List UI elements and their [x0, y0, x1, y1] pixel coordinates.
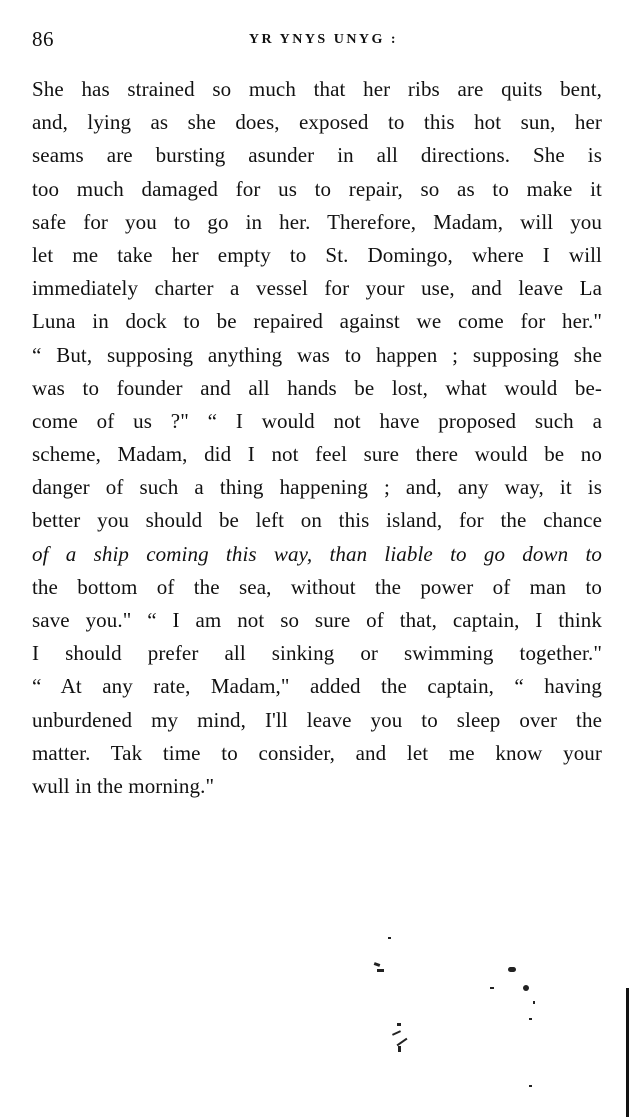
text-line: unburdened my mind, I'll leave you to sleep over the [32, 707, 602, 732]
text-line: I should prefer all sinking or swimming together." [32, 641, 602, 666]
scan-speck [374, 962, 381, 967]
scan-speck [377, 969, 384, 972]
text-line: the bottom of the sea, without the power of man to [32, 574, 602, 599]
text-line: “ But, supposing anything was to happen ; supposing she [32, 342, 602, 367]
text-line-italic [32, 538, 602, 571]
scan-speck [533, 1001, 535, 1004]
scan-speck [398, 1046, 401, 1052]
text-line: scheme, Madam, did I not feel sure there would be no [32, 442, 602, 467]
scan-speck [529, 1018, 532, 1020]
text-line: was to founder and all hands be lost, what would be- [32, 375, 602, 400]
text-line: save you." “ I am not so sure of that, captain, I think [32, 608, 602, 632]
text-line: too much damaged for us to repair, so as to make it [32, 176, 602, 201]
scan-speck [508, 967, 516, 972]
scan-speck [490, 987, 494, 989]
scan-speck [392, 1030, 401, 1036]
text-line-last: wull in the morning." [32, 773, 215, 798]
text-line: and, lying as she does, exposed to this hot sun, her [32, 110, 602, 135]
page-number: 86 [32, 27, 54, 51]
text-line: immediately charter a vessel for your use, and leave La [32, 276, 602, 301]
text-line: danger of such a thing happening ; and, any way, it is [32, 475, 602, 500]
text-line: come of us ?" “ I would not have proposed such a [32, 408, 602, 433]
running-title: YR YNYS UNYG : [248, 32, 399, 47]
scan-speck [388, 937, 391, 939]
text-line: Luna in dock to be repaired against we come for her." [32, 309, 602, 334]
scan-speck [523, 985, 529, 991]
text-line: safe for you to go in her. Therefore, Madam, will you [32, 209, 602, 234]
text-line: “ At any rate, Madam," added the captain, “ having [32, 674, 602, 699]
scan-speck [397, 1038, 408, 1047]
scan-speck [529, 1085, 532, 1087]
text-line: better you should be left on this island, for the chance [32, 508, 602, 533]
text-line: matter. Tak time to consider, and let me know your [32, 740, 602, 765]
text-line: She has strained so much that her ribs are quits bent, [32, 77, 602, 101]
italic-run: of a ship coming this way, than liable to go down to [32, 541, 602, 566]
text-line: let me take her empty to St. Domingo, where I will [32, 242, 602, 267]
body-text [32, 73, 602, 803]
scan-speck [397, 1023, 401, 1026]
page-edge-line [626, 988, 629, 1117]
text-line: seams are bursting asunder in all directions. She is [32, 143, 602, 168]
